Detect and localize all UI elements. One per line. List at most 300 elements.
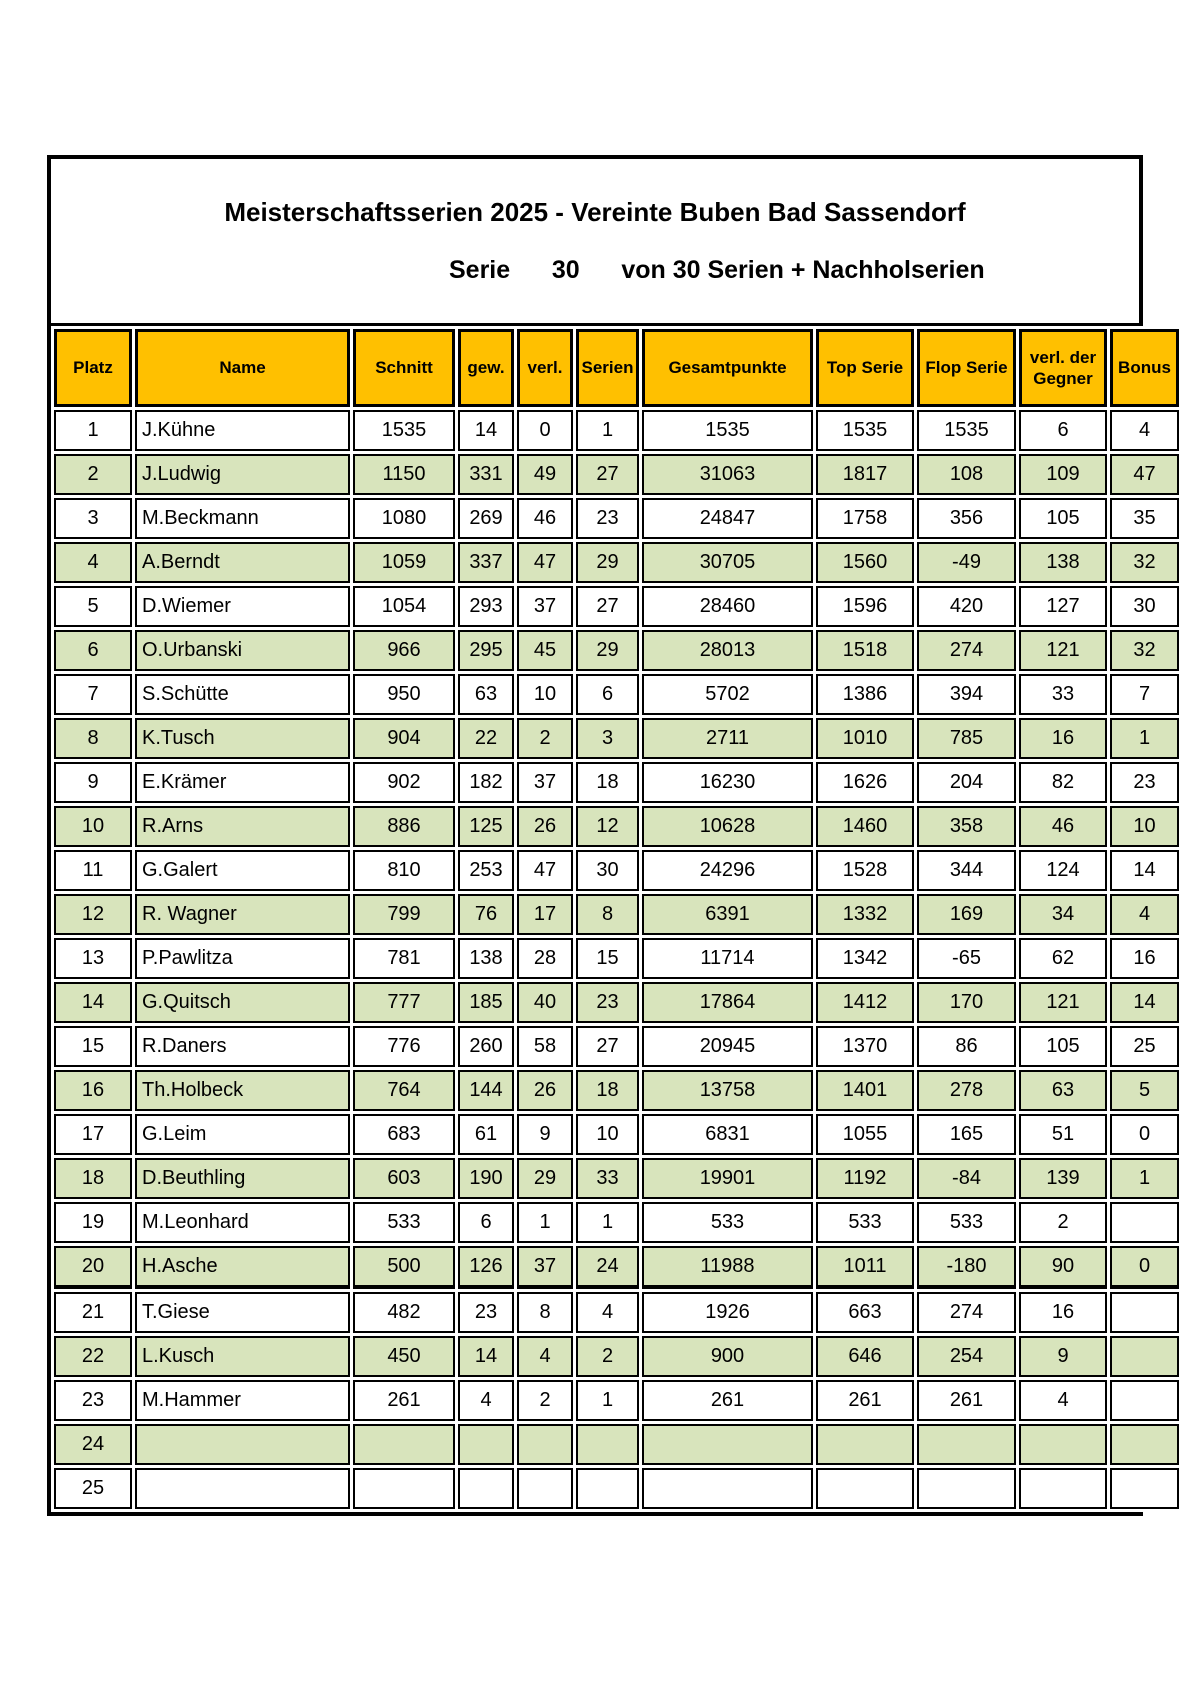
cell-schnitt: 781 xyxy=(353,938,455,979)
cell-verl: 45 xyxy=(517,630,573,671)
cell-top-serie: 1626 xyxy=(816,762,914,803)
cell-name xyxy=(135,1468,350,1509)
cell-schnitt: 500 xyxy=(353,1246,455,1289)
cell-gew: 260 xyxy=(458,1026,514,1067)
cell-top-serie: 1560 xyxy=(816,542,914,583)
cell-platz: 23 xyxy=(54,1380,132,1421)
cell-bonus xyxy=(1110,1468,1179,1509)
results-sheet xyxy=(47,155,1171,1516)
cell-platz: 25 xyxy=(54,1468,132,1509)
cell-schnitt xyxy=(353,1424,455,1465)
table-row xyxy=(54,982,1179,1023)
cell-flop-serie: 254 xyxy=(917,1336,1016,1377)
cell-gew: 337 xyxy=(458,542,514,583)
cell-platz: 12 xyxy=(54,894,132,935)
column-header-platz: Platz xyxy=(54,329,132,407)
cell-platz: 15 xyxy=(54,1026,132,1067)
cell-gesamtpunkte: 10628 xyxy=(642,806,813,847)
cell-top-serie: 1412 xyxy=(816,982,914,1023)
cell-verl xyxy=(517,1468,573,1509)
cell-schnitt: 902 xyxy=(353,762,455,803)
cell-bonus xyxy=(1110,1292,1179,1333)
cell-serien: 27 xyxy=(576,586,639,627)
cell-bonus: 14 xyxy=(1110,850,1179,891)
cell-serien: 30 xyxy=(576,850,639,891)
cell-schnitt: 904 xyxy=(353,718,455,759)
cell-verl: 29 xyxy=(517,1158,573,1199)
cell-verl-der-gegner: 9 xyxy=(1019,1336,1107,1377)
cell-verl-der-gegner: 2 xyxy=(1019,1202,1107,1243)
cell-flop-serie: 278 xyxy=(917,1070,1016,1111)
cell-gesamtpunkte: 2711 xyxy=(642,718,813,759)
cell-flop-serie xyxy=(917,1424,1016,1465)
cell-verl: 58 xyxy=(517,1026,573,1067)
cell-flop-serie: 170 xyxy=(917,982,1016,1023)
cell-platz: 19 xyxy=(54,1202,132,1243)
cell-verl: 46 xyxy=(517,498,573,539)
cell-gew: 144 xyxy=(458,1070,514,1111)
cell-verl-der-gegner: 4 xyxy=(1019,1380,1107,1421)
table-row xyxy=(54,1424,1179,1465)
cell-schnitt: 810 xyxy=(353,850,455,891)
cell-verl-der-gegner: 51 xyxy=(1019,1114,1107,1155)
page-title: Meisterschaftsserien 2025 - Vereinte Buben Bad Sassendorf xyxy=(224,197,966,227)
cell-verl-der-gegner: 33 xyxy=(1019,674,1107,715)
cell-name: R.Arns xyxy=(135,806,350,847)
cell-bonus: 0 xyxy=(1110,1114,1179,1155)
column-header-bonus: Bonus xyxy=(1110,329,1179,407)
column-header-gesamtpunkte: Gesamtpunkte xyxy=(642,329,813,407)
cell-gew: 61 xyxy=(458,1114,514,1155)
cell-bonus: 1 xyxy=(1110,1158,1179,1199)
cell-name: G.Galert xyxy=(135,850,350,891)
cell-gew: 269 xyxy=(458,498,514,539)
cell-flop-serie: 785 xyxy=(917,718,1016,759)
cell-verl-der-gegner: 121 xyxy=(1019,630,1107,671)
cell-serien: 18 xyxy=(576,1070,639,1111)
cell-bonus: 4 xyxy=(1110,894,1179,935)
cell-name: D.Wiemer xyxy=(135,586,350,627)
cell-gesamtpunkte: 13758 xyxy=(642,1070,813,1111)
column-header-verl: verl. xyxy=(517,329,573,407)
cell-serien: 8 xyxy=(576,894,639,935)
cell-flop-serie: 394 xyxy=(917,674,1016,715)
cell-gew: 182 xyxy=(458,762,514,803)
table-row xyxy=(54,1246,1179,1289)
cell-flop-serie: 261 xyxy=(917,1380,1016,1421)
cell-verl-der-gegner xyxy=(1019,1424,1107,1465)
cell-schnitt: 886 xyxy=(353,806,455,847)
cell-verl: 8 xyxy=(517,1292,573,1333)
cell-platz: 8 xyxy=(54,718,132,759)
cell-gesamtpunkte: 28013 xyxy=(642,630,813,671)
cell-top-serie: 533 xyxy=(816,1202,914,1243)
cell-verl: 37 xyxy=(517,1246,573,1289)
column-header-gew: gew. xyxy=(458,329,514,407)
cell-platz: 14 xyxy=(54,982,132,1023)
cell-bonus: 30 xyxy=(1110,586,1179,627)
cell-platz: 1 xyxy=(54,410,132,451)
cell-gew: 295 xyxy=(458,630,514,671)
cell-top-serie: 1055 xyxy=(816,1114,914,1155)
cell-top-serie: 1192 xyxy=(816,1158,914,1199)
cell-gew: 63 xyxy=(458,674,514,715)
cell-platz: 22 xyxy=(54,1336,132,1377)
cell-top-serie: 1010 xyxy=(816,718,914,759)
cell-gew: 76 xyxy=(458,894,514,935)
cell-name: G.Quitsch xyxy=(135,982,350,1023)
cell-verl: 47 xyxy=(517,850,573,891)
cell-serien: 23 xyxy=(576,498,639,539)
cell-verl-der-gegner: 138 xyxy=(1019,542,1107,583)
cell-flop-serie: 108 xyxy=(917,454,1016,495)
table-row xyxy=(54,1026,1179,1067)
cell-verl-der-gegner: 105 xyxy=(1019,1026,1107,1067)
cell-bonus: 5 xyxy=(1110,1070,1179,1111)
column-header-top-serie: Top Serie xyxy=(816,329,914,407)
cell-gesamtpunkte: 11714 xyxy=(642,938,813,979)
cell-flop-serie: 86 xyxy=(917,1026,1016,1067)
cell-flop-serie: 358 xyxy=(917,806,1016,847)
cell-schnitt: 533 xyxy=(353,1202,455,1243)
cell-serien: 4 xyxy=(576,1292,639,1333)
table-row xyxy=(54,806,1179,847)
cell-name: G.Leim xyxy=(135,1114,350,1155)
cell-schnitt: 799 xyxy=(353,894,455,935)
cell-name: M.Beckmann xyxy=(135,498,350,539)
cell-serien: 29 xyxy=(576,630,639,671)
cell-gew: 6 xyxy=(458,1202,514,1243)
cell-serien: 1 xyxy=(576,410,639,451)
cell-verl: 0 xyxy=(517,410,573,451)
cell-name: T.Giese xyxy=(135,1292,350,1333)
table-row xyxy=(54,586,1179,627)
cell-platz: 9 xyxy=(54,762,132,803)
cell-verl: 2 xyxy=(517,718,573,759)
cell-gew: 126 xyxy=(458,1246,514,1289)
cell-name: S.Schütte xyxy=(135,674,350,715)
cell-flop-serie xyxy=(917,1468,1016,1509)
cell-flop-serie: -65 xyxy=(917,938,1016,979)
cell-gesamtpunkte: 16230 xyxy=(642,762,813,803)
table-row xyxy=(54,1202,1179,1243)
cell-gesamtpunkte: 900 xyxy=(642,1336,813,1377)
title-block xyxy=(51,159,1139,326)
cell-verl: 49 xyxy=(517,454,573,495)
cell-gesamtpunkte xyxy=(642,1424,813,1465)
table-row xyxy=(54,498,1179,539)
cell-name: Th.Holbeck xyxy=(135,1070,350,1111)
cell-gesamtpunkte: 17864 xyxy=(642,982,813,1023)
table-row xyxy=(54,1292,1179,1333)
cell-gesamtpunkte: 533 xyxy=(642,1202,813,1243)
cell-platz: 20 xyxy=(54,1246,132,1289)
cell-flop-serie: 533 xyxy=(917,1202,1016,1243)
cell-bonus xyxy=(1110,1424,1179,1465)
cell-top-serie: 1518 xyxy=(816,630,914,671)
cell-top-serie xyxy=(816,1424,914,1465)
cell-name: P.Pawlitza xyxy=(135,938,350,979)
table-row xyxy=(54,1336,1179,1377)
header-row xyxy=(54,329,1179,407)
cell-verl: 1 xyxy=(517,1202,573,1243)
cell-flop-serie: -180 xyxy=(917,1246,1016,1289)
table-row xyxy=(54,850,1179,891)
cell-serien: 27 xyxy=(576,454,639,495)
cell-gew: 4 xyxy=(458,1380,514,1421)
cell-bonus: 1 xyxy=(1110,718,1179,759)
cell-top-serie: 1386 xyxy=(816,674,914,715)
cell-verl-der-gegner: 82 xyxy=(1019,762,1107,803)
cell-gew xyxy=(458,1468,514,1509)
cell-platz: 17 xyxy=(54,1114,132,1155)
cell-flop-serie: 274 xyxy=(917,630,1016,671)
cell-gew: 14 xyxy=(458,1336,514,1377)
cell-schnitt: 450 xyxy=(353,1336,455,1377)
table-row xyxy=(54,454,1179,495)
cell-platz: 2 xyxy=(54,454,132,495)
cell-gesamtpunkte: 5702 xyxy=(642,674,813,715)
cell-verl-der-gegner: 62 xyxy=(1019,938,1107,979)
cell-gew: 125 xyxy=(458,806,514,847)
cell-schnitt: 1150 xyxy=(353,454,455,495)
cell-name: R. Wagner xyxy=(135,894,350,935)
cell-serien: 6 xyxy=(576,674,639,715)
cell-flop-serie: -49 xyxy=(917,542,1016,583)
cell-name: L.Kusch xyxy=(135,1336,350,1377)
cell-top-serie: 646 xyxy=(816,1336,914,1377)
table-row xyxy=(54,1468,1179,1509)
cell-verl-der-gegner xyxy=(1019,1468,1107,1509)
cell-verl-der-gegner: 90 xyxy=(1019,1246,1107,1289)
cell-schnitt: 683 xyxy=(353,1114,455,1155)
cell-verl-der-gegner: 34 xyxy=(1019,894,1107,935)
cell-platz: 13 xyxy=(54,938,132,979)
cell-gesamtpunkte: 24296 xyxy=(642,850,813,891)
cell-gesamtpunkte: 28460 xyxy=(642,586,813,627)
table-row xyxy=(54,630,1179,671)
cell-verl-der-gegner: 16 xyxy=(1019,1292,1107,1333)
cell-flop-serie: 169 xyxy=(917,894,1016,935)
table-row xyxy=(54,674,1179,715)
cell-top-serie: 1596 xyxy=(816,586,914,627)
cell-bonus: 14 xyxy=(1110,982,1179,1023)
cell-top-serie: 1342 xyxy=(816,938,914,979)
cell-top-serie: 1817 xyxy=(816,454,914,495)
column-header-verl-der-gegner: verl. der Gegner xyxy=(1019,329,1107,407)
cell-verl: 37 xyxy=(517,586,573,627)
cell-serien: 12 xyxy=(576,806,639,847)
table-row xyxy=(54,1114,1179,1155)
cell-bonus: 25 xyxy=(1110,1026,1179,1067)
cell-gew xyxy=(458,1424,514,1465)
cell-bonus: 7 xyxy=(1110,674,1179,715)
cell-top-serie: 1528 xyxy=(816,850,914,891)
cell-platz: 16 xyxy=(54,1070,132,1111)
column-header-name: Name xyxy=(135,329,350,407)
cell-flop-serie: 420 xyxy=(917,586,1016,627)
column-header-flop-serie: Flop Serie xyxy=(917,329,1016,407)
cell-serien: 29 xyxy=(576,542,639,583)
cell-verl: 40 xyxy=(517,982,573,1023)
cell-bonus: 35 xyxy=(1110,498,1179,539)
cell-platz: 10 xyxy=(54,806,132,847)
cell-schnitt: 1059 xyxy=(353,542,455,583)
table-row xyxy=(54,1380,1179,1421)
results-table-body xyxy=(54,410,1179,1509)
cell-platz: 6 xyxy=(54,630,132,671)
cell-platz: 24 xyxy=(54,1424,132,1465)
cell-platz: 7 xyxy=(54,674,132,715)
cell-bonus: 23 xyxy=(1110,762,1179,803)
cell-flop-serie: 356 xyxy=(917,498,1016,539)
cell-name: K.Tusch xyxy=(135,718,350,759)
cell-verl-der-gegner: 109 xyxy=(1019,454,1107,495)
cell-serien: 24 xyxy=(576,1246,639,1289)
cell-name: A.Berndt xyxy=(135,542,350,583)
cell-bonus: 0 xyxy=(1110,1246,1179,1289)
cell-name: E.Krämer xyxy=(135,762,350,803)
cell-name: R.Daners xyxy=(135,1026,350,1067)
cell-flop-serie: 1535 xyxy=(917,410,1016,451)
cell-serien xyxy=(576,1468,639,1509)
cell-gew: 14 xyxy=(458,410,514,451)
cell-schnitt: 764 xyxy=(353,1070,455,1111)
cell-verl-der-gegner: 127 xyxy=(1019,586,1107,627)
cell-verl-der-gegner: 16 xyxy=(1019,718,1107,759)
table-row xyxy=(54,1070,1179,1111)
cell-gew: 23 xyxy=(458,1292,514,1333)
table-row xyxy=(54,894,1179,935)
cell-gesamtpunkte: 30705 xyxy=(642,542,813,583)
cell-verl-der-gegner: 63 xyxy=(1019,1070,1107,1111)
cell-gew: 331 xyxy=(458,454,514,495)
cell-gew: 22 xyxy=(458,718,514,759)
cell-flop-serie: 204 xyxy=(917,762,1016,803)
cell-bonus: 10 xyxy=(1110,806,1179,847)
cell-gesamtpunkte: 20945 xyxy=(642,1026,813,1067)
cell-verl-der-gegner: 6 xyxy=(1019,410,1107,451)
cell-gew: 138 xyxy=(458,938,514,979)
cell-schnitt: 776 xyxy=(353,1026,455,1067)
cell-bonus: 16 xyxy=(1110,938,1179,979)
cell-gew: 185 xyxy=(458,982,514,1023)
cell-top-serie: 1758 xyxy=(816,498,914,539)
cell-top-serie: 1332 xyxy=(816,894,914,935)
cell-schnitt: 1080 xyxy=(353,498,455,539)
cell-gesamtpunkte: 31063 xyxy=(642,454,813,495)
cell-platz: 4 xyxy=(54,542,132,583)
cell-bonus: 32 xyxy=(1110,542,1179,583)
cell-schnitt: 777 xyxy=(353,982,455,1023)
cell-top-serie: 1460 xyxy=(816,806,914,847)
cell-name: O.Urbanski xyxy=(135,630,350,671)
cell-bonus xyxy=(1110,1336,1179,1377)
cell-flop-serie: 165 xyxy=(917,1114,1016,1155)
cell-serien: 23 xyxy=(576,982,639,1023)
table-row xyxy=(54,718,1179,759)
table-row xyxy=(54,410,1179,451)
cell-platz: 3 xyxy=(54,498,132,539)
cell-name xyxy=(135,1424,350,1465)
cell-verl: 26 xyxy=(517,1070,573,1111)
cell-verl: 47 xyxy=(517,542,573,583)
results-table xyxy=(51,326,1182,1512)
cell-flop-serie: -84 xyxy=(917,1158,1016,1199)
cell-serien: 1 xyxy=(576,1380,639,1421)
cell-schnitt: 603 xyxy=(353,1158,455,1199)
cell-bonus: 47 xyxy=(1110,454,1179,495)
cell-gesamtpunkte: 6831 xyxy=(642,1114,813,1155)
cell-gesamtpunkte: 1535 xyxy=(642,410,813,451)
cell-name: H.Asche xyxy=(135,1246,350,1289)
cell-schnitt: 950 xyxy=(353,674,455,715)
cell-name: J.Ludwig xyxy=(135,454,350,495)
cell-gesamtpunkte: 1926 xyxy=(642,1292,813,1333)
cell-schnitt: 966 xyxy=(353,630,455,671)
cell-serien: 10 xyxy=(576,1114,639,1155)
cell-platz: 11 xyxy=(54,850,132,891)
cell-schnitt: 482 xyxy=(353,1292,455,1333)
series-subtitle: Serie 30 von 30 Serien + Nachholserien xyxy=(449,256,985,284)
cell-schnitt: 1535 xyxy=(353,410,455,451)
cell-verl-der-gegner: 105 xyxy=(1019,498,1107,539)
cell-top-serie: 1535 xyxy=(816,410,914,451)
cell-gew: 190 xyxy=(458,1158,514,1199)
cell-bonus: 4 xyxy=(1110,410,1179,451)
cell-verl: 37 xyxy=(517,762,573,803)
table-row xyxy=(54,762,1179,803)
cell-serien: 2 xyxy=(576,1336,639,1377)
cell-platz: 5 xyxy=(54,586,132,627)
cell-top-serie: 261 xyxy=(816,1380,914,1421)
cell-flop-serie: 274 xyxy=(917,1292,1016,1333)
cell-gesamtpunkte: 6391 xyxy=(642,894,813,935)
cell-gesamtpunkte: 11988 xyxy=(642,1246,813,1289)
cell-serien: 33 xyxy=(576,1158,639,1199)
cell-gew: 253 xyxy=(458,850,514,891)
cell-gesamtpunkte xyxy=(642,1468,813,1509)
cell-verl-der-gegner: 124 xyxy=(1019,850,1107,891)
cell-flop-serie: 344 xyxy=(917,850,1016,891)
cell-serien: 3 xyxy=(576,718,639,759)
cell-verl: 4 xyxy=(517,1336,573,1377)
cell-verl-der-gegner: 46 xyxy=(1019,806,1107,847)
cell-verl-der-gegner: 139 xyxy=(1019,1158,1107,1199)
cell-serien: 1 xyxy=(576,1202,639,1243)
cell-bonus xyxy=(1110,1380,1179,1421)
cell-top-serie: 1401 xyxy=(816,1070,914,1111)
cell-verl-der-gegner: 121 xyxy=(1019,982,1107,1023)
cell-verl: 26 xyxy=(517,806,573,847)
cell-schnitt xyxy=(353,1468,455,1509)
table-row xyxy=(54,938,1179,979)
table-row xyxy=(54,1158,1179,1199)
cell-top-serie: 1011 xyxy=(816,1246,914,1289)
cell-gesamtpunkte: 261 xyxy=(642,1380,813,1421)
cell-name: J.Kühne xyxy=(135,410,350,451)
cell-name: M.Leonhard xyxy=(135,1202,350,1243)
cell-verl: 9 xyxy=(517,1114,573,1155)
cell-serien: 18 xyxy=(576,762,639,803)
cell-verl: 10 xyxy=(517,674,573,715)
cell-verl: 17 xyxy=(517,894,573,935)
cell-serien xyxy=(576,1424,639,1465)
cell-schnitt: 1054 xyxy=(353,586,455,627)
cell-verl: 2 xyxy=(517,1380,573,1421)
cell-name: M.Hammer xyxy=(135,1380,350,1421)
cell-platz: 21 xyxy=(54,1292,132,1333)
